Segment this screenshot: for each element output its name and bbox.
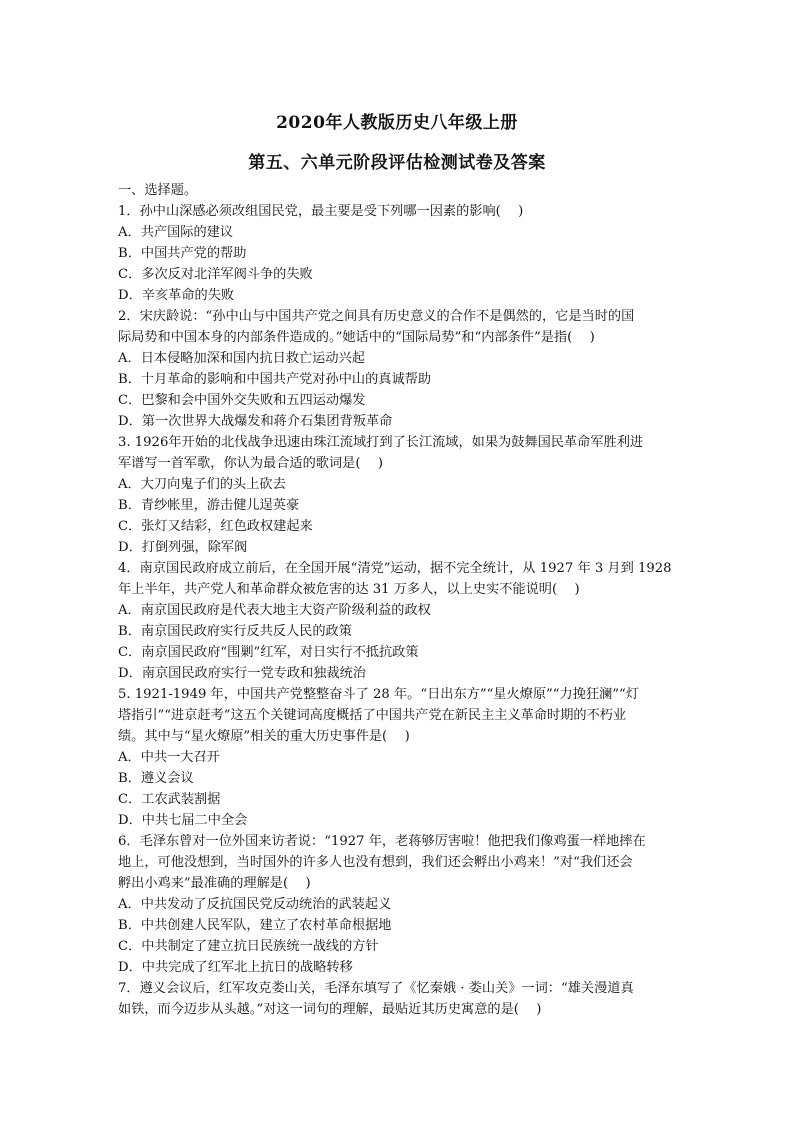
question-1-option-c: C．多次反对北洋军阀斗争的失败 [118,267,313,282]
question-7-stem-line2: 如铁，而今迈步从头越。”对这一词句的理解，最贴近其历史寓意的是( ) [118,1002,542,1017]
question-2-option-a: A．日本侵略加深和国内抗日救亡运动兴起 [118,351,365,366]
question-5-option-c: C．工农武装割据 [118,792,221,807]
question-4-option-b: B．南京国民政府实行反共反人民的政策 [118,624,352,639]
question-5-stem-line3: 绩。其中与“星火燎原”相关的重大历史事件是( ) [118,729,410,744]
question-3-stem-line1: 3. 1926年开始的北伐战争迅速由珠江流域打到了长江流域，如果为鼓舞国民革命军胜利进 [118,435,644,450]
question-5-option-d: D．中共七届二中全会 [118,813,248,828]
question-6-option-d: D．中共完成了红军北上抗日的战略转移 [118,960,353,975]
question-4-option-a: A．南京国民政府是代表大地主大资产阶级利益的政权 [118,603,431,618]
question-2-option-b: B．十月革命的影响和中国共产党对孙中山的真诚帮助 [118,372,432,387]
question-2-stem-line2: 际局势和中国本身的内部条件造成的。”她话中的“国际局势”和“内部条件”是指( ) [118,330,595,345]
question-1-option-b: B．中国共产党的帮助 [118,246,247,261]
question-5-stem-line2: 塔指引”“进京赶考”这五个关键词高度概括了中国共产党在新民主主义革命时期的不朽业 [118,708,627,723]
question-1-option-d: D．辛亥革命的失败 [118,288,235,303]
question-6-stem-line1: 6．毛泽东曾对一位外国来访者说：“1927 年，老蒋够厉害啦！他把我们像鸡蛋一样地摔在 [118,834,646,849]
question-list [118,180,678,1020]
question-6-stem-line3: 孵出小鸡来”最准确的理解是( ) [118,876,311,891]
question-5-option-b: B．遵义会议 [118,771,194,786]
question-1-stem: 1．孙中山深感必须改组国民党，最主要是受下列哪一因素的影响( ) [118,204,524,219]
question-3-option-a: A．大刀向鬼子们的头上砍去 [118,477,286,492]
question-5-option-a: A．中共一大召开 [118,750,220,765]
question-2-option-c: C．巴黎和会中国外交失败和五四运动爆发 [118,393,366,408]
document-title: 2020年人教版历史八年级上册 [276,113,518,133]
question-6-stem-line2: 地上，可他没想到，当时国外的许多人也没有想到，我们还会孵出小鸡来！”对“我们还会 [118,855,633,870]
question-6-option-a: A．中共发动了反抗国民党反动统治的武装起义 [118,897,392,912]
document-subtitle: 第五、六单元阶段评估检测试卷及答案 [248,153,546,173]
question-4-stem-line1: 4．南京国民政府成立前后，在全国开展“清党”运动，据不完全统计，从 1927 年 3 月到 1928 [118,561,672,576]
question-3-option-d: D．打倒列强，除军阀 [118,540,248,555]
question-4-option-c: C．南京国民政府“围剿”红军，对日实行不抵抗政策 [118,645,419,660]
question-3-stem-line2: 军谱写一首军歌，你认为最合适的歌词是( ) [118,456,384,471]
question-1-option-a: A．共产国际的建议 [118,225,234,240]
section-heading: 一、选择题。 [118,183,198,198]
question-6-option-b: B．中共创建人民军队，建立了农村革命根据地 [118,918,392,933]
question-5-stem-line1: 5. 1921-1949 年，中国共产党整整奋斗了 28 年。“日出东方”“星火燎原”“力挽狂澜”“灯 [118,687,639,702]
question-2-option-d: D．第一次世界大战爆发和蒋介石集团背叛革命 [118,414,393,429]
question-2-stem-line1: 2．宋庆龄说：“孙中山与中国共产党之间具有历史意义的合作不是偶然的，它是当时的国 [118,309,635,324]
question-3-option-c: C．张灯又结彩，红色政权建起来 [118,519,313,534]
question-6-option-c: C．中共制定了建立抗日民族统一战线的方针 [118,939,379,954]
question-3-option-b: B．青纱帐里，游击健儿逞英豪 [118,498,300,513]
question-4-option-d: D．南京国民政府实行一党专政和独裁统治 [118,666,366,681]
question-7-stem-line1: 7．遵义会议后，红军攻克娄山关，毛泽东填写了《忆秦娥 · 娄山关》一词：“雄关漫道真 [118,981,634,996]
question-4-stem-line2: 年上半年，共产党人和革命群众被危害的达 31 万多人，以上史实不能说明( ) [118,582,580,597]
